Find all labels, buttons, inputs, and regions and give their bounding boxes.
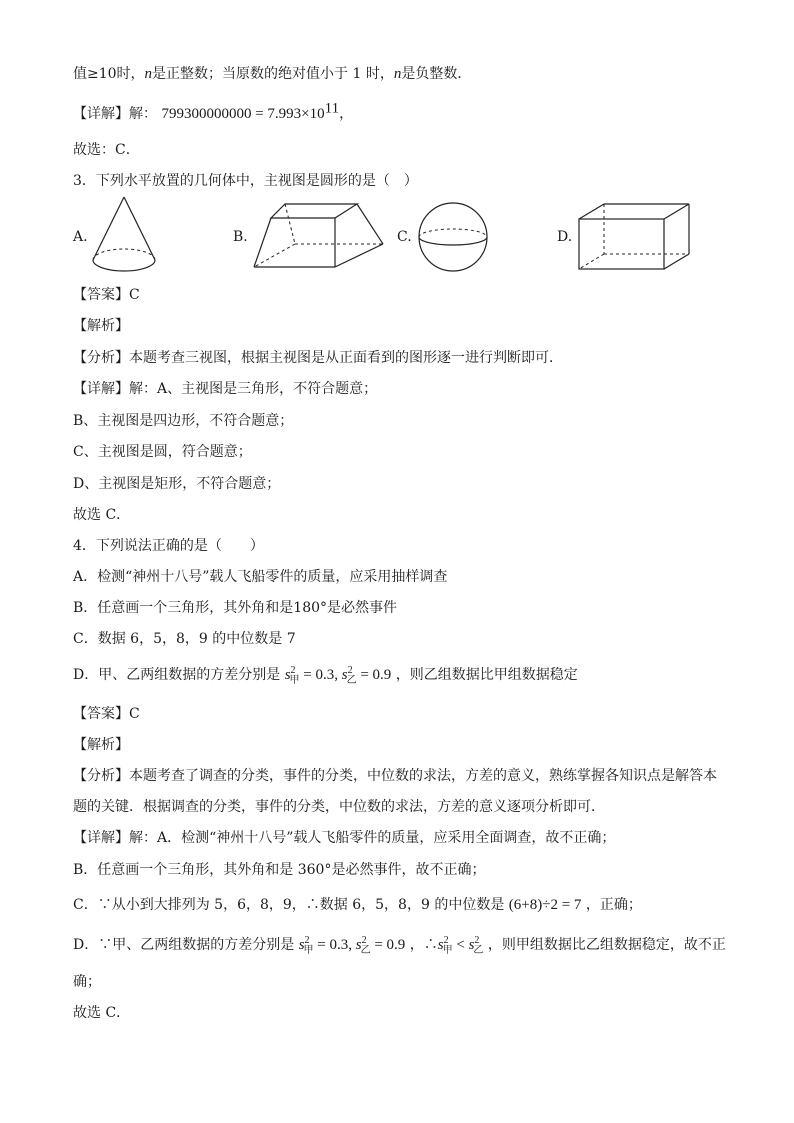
prism-figure [576, 201, 692, 273]
answer: 【答案】C [73, 287, 140, 303]
section-tag: 【分析】 [73, 768, 129, 784]
math: < [452, 937, 469, 953]
text-line: 题的关键．根据调查的分类，事件的分类，中位数的求法，方差的意义逐项分析即可． [73, 799, 605, 815]
math-var: s [437, 937, 444, 953]
text: 解：A．检测“神州十八号”载人飞船零件的质量，应采用全面调查，故不正确； [129, 830, 616, 846]
text: 解： [129, 106, 157, 122]
text-line: B、主视图是四边形，不符合题意； [73, 413, 294, 429]
math-subscript: 乙 [473, 945, 484, 956]
text-line [73, 379, 377, 399]
text: 本题考查三视图，根据主视图是从正面看到的图形逐一进行判断即可． [129, 350, 563, 366]
text-line: 故选 C． [73, 1005, 131, 1021]
text: ，∴ [409, 937, 438, 953]
math-var: n [393, 66, 402, 82]
text-line: D、主视图是矩形，不符合题意； [73, 476, 281, 492]
math-exponent: 2 [304, 935, 310, 946]
question-title: 3．下列水平放置的几何体中，主视图是圆形的是（ ） [73, 173, 418, 189]
option-text: C．数据 6，5，8，9 的中位数是 7 [73, 631, 296, 647]
section-tag: 【详解】 [73, 381, 129, 397]
option-label: C. [397, 229, 412, 245]
text: 本题考查了调查的分类，事件的分类，中位数的求法，方差的意义，熟练掌握各知识点是解答本 [129, 768, 717, 784]
text-line: B．任意画一个三角形，其外角和是 360°是必然事件，故不正确； [73, 862, 486, 878]
text: ，正确； [585, 897, 642, 913]
text: ， [339, 106, 354, 122]
text: 解：A、主视图是三角形，不符合题意； [129, 381, 378, 397]
option-label: A. [73, 229, 88, 245]
section-tag: 【详解】 [73, 830, 129, 846]
text-line [73, 100, 354, 124]
math-exponent: 2 [290, 665, 296, 676]
math-subsup [291, 665, 300, 685]
text-line [73, 895, 642, 915]
text-line [73, 935, 726, 955]
math-exponent: 2 [347, 665, 353, 676]
answer: 【答案】C [73, 706, 140, 722]
math-exponent: 2 [361, 935, 367, 946]
math-var: s [468, 937, 475, 953]
text-line: 确； [73, 974, 101, 990]
option-text: A．检测“神州十八号”载人飞船零件的质量，应采用抽样调查 [73, 569, 448, 585]
math-var: s [341, 667, 348, 683]
math: = 7.993×10 [251, 106, 325, 122]
math-var: s [298, 937, 305, 953]
math: 799300000000 [161, 106, 252, 122]
math-subsup [348, 665, 357, 685]
math: = 0.3, [299, 667, 342, 683]
math: (6+8)÷2 = 7 [508, 897, 582, 913]
math-subscript: 乙 [360, 945, 371, 956]
sphere-figure [414, 201, 494, 275]
text-line: 故选：C． [73, 142, 140, 158]
math-subscript: 乙 [346, 675, 357, 686]
math-exponent: 11 [324, 100, 340, 117]
option-label: B. [233, 229, 248, 245]
text-line [73, 64, 471, 84]
option-label: D. [557, 229, 573, 245]
math-subsup [444, 935, 453, 955]
text: 是正整数；当原数的绝对值小于 1 时， [152, 66, 394, 82]
text: D．∵甲、乙两组数据的方差分别是 [73, 937, 295, 953]
text: 值≥10时， [73, 66, 145, 82]
text-line: C、主视图是圆，符合题意； [73, 444, 252, 460]
math: = 0.9 [356, 667, 392, 683]
option-text [73, 665, 578, 685]
text: D．甲、乙两组数据的方差分别是 [73, 667, 281, 683]
text-line: 故选 C． [73, 507, 131, 523]
math-subscript: 甲 [289, 675, 300, 686]
math-var: s [284, 667, 291, 683]
math-subsup [474, 935, 483, 955]
math-subscript: 甲 [442, 945, 453, 956]
math: = 0.9 [370, 937, 406, 953]
text: C．∵从小到大排列为 5，6，8，9，∴数据 6，5，8，9 的中位数是 [73, 897, 505, 913]
math-exponent: 2 [474, 935, 480, 946]
text-line [73, 828, 615, 848]
math-subsup [305, 935, 314, 955]
math-exponent: 2 [443, 935, 449, 946]
math: = 0.3, [313, 937, 356, 953]
text-line [73, 348, 563, 368]
text-line [73, 766, 717, 786]
math-subscript: 甲 [303, 945, 314, 956]
frustum-figure [251, 200, 387, 272]
cone-figure [88, 194, 160, 278]
math-var: n [144, 66, 153, 82]
section-tag: 【详解】 [73, 106, 129, 122]
question-title: 4．下列说法正确的是（ ） [73, 538, 264, 554]
math-var: s [355, 937, 362, 953]
text: ，则甲组数据比乙组数据稳定，故不正 [487, 937, 726, 953]
text: 是负整数． [401, 66, 472, 82]
text: ，则乙组数据比甲组数据稳定 [395, 667, 578, 683]
section-tag: 【解析】 [73, 318, 129, 334]
section-tag: 【分析】 [73, 350, 129, 366]
option-text: B．任意画一个三角形，其外角和是180°是必然事件 [73, 600, 398, 616]
section-tag: 【解析】 [73, 737, 129, 753]
math-subsup [362, 935, 371, 955]
